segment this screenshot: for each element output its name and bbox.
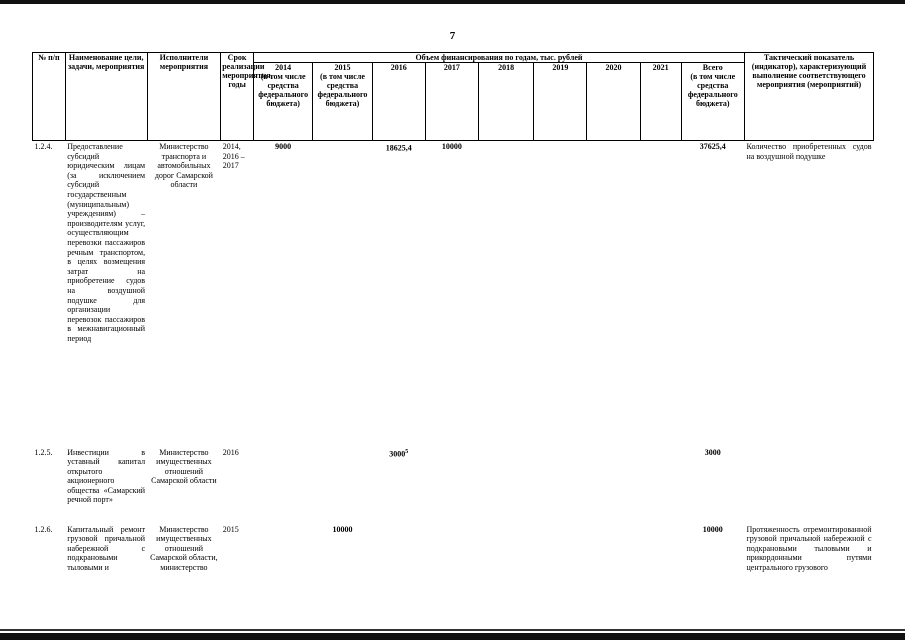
header-indicator: Тактический показатель (индикатор), характеризующий выполнение соответствующего мероприятия (мероприятий) xyxy=(745,53,874,141)
row-y2021 xyxy=(640,447,681,524)
header-year-2020: 2020 xyxy=(587,63,640,141)
header-funding: Объем финансирования по годам, тыс. рублей xyxy=(253,53,744,63)
header-year-2014: 2014 (в том числе средства федерального бюджета) xyxy=(253,63,312,141)
row-executor: Министерство имущественных отношений Самарской области xyxy=(151,447,217,486)
row-indicator: Протяженность отремонтированной грузовой причальной набережной с подкрановыми тыловыми и прикордонными путями центрального грузового xyxy=(746,524,872,572)
row-y2016: 18625,4 xyxy=(385,143,412,153)
row-y2019 xyxy=(534,524,587,604)
bottom-border xyxy=(0,633,905,640)
row-y2017 xyxy=(425,447,478,524)
header-year-2018: 2018 xyxy=(479,63,534,141)
row-term: 2015 xyxy=(222,524,239,534)
header-year-2019: 2019 xyxy=(534,63,587,141)
row-y2017 xyxy=(425,524,478,604)
row-y2015: 10000 xyxy=(332,524,353,534)
table-row xyxy=(33,524,874,604)
table-row xyxy=(33,141,874,447)
row-number: 1.2.6. xyxy=(34,524,53,534)
row-y2014 xyxy=(253,524,312,604)
row-total: 3000 xyxy=(704,447,721,457)
row-y2020 xyxy=(587,524,640,604)
row-name: Инвестиции в уставный капитал открытого акционерного общества «Самарский речной порт» xyxy=(67,447,146,505)
row-y2021 xyxy=(640,141,681,447)
header-year-2016: 2016 xyxy=(372,63,425,141)
row-indicator: Количество приобретенных судов на воздушной подушке xyxy=(746,142,872,161)
row-name: Предоставление субсидий юридическим лицам (за исключением субсидий государственным (муниципальным) учреждениям) – производителям услуг, осуществляющим перевозки пассажиров речным транспортом, в целях возмещения затрат на приобретение судов на воздушной подушке для организации перевозок пассажиров в межнавигационный период xyxy=(67,142,146,343)
row-y2016: 3000$^5$ xyxy=(389,448,409,459)
row-y2016 xyxy=(372,524,425,604)
page-number: 7 xyxy=(449,30,456,42)
top-border xyxy=(0,0,905,4)
header-total: Всего (в том числе средства федерального бюджета) xyxy=(681,63,744,141)
header-term: Срок реализации мероприятия, годы xyxy=(221,53,254,141)
row-y2015 xyxy=(313,141,372,447)
table-row xyxy=(33,447,874,524)
header-year-2021: 2021 xyxy=(640,63,681,141)
row-number: 1.2.4. xyxy=(34,142,53,151)
row-y2019 xyxy=(534,141,587,447)
row-y2020 xyxy=(587,141,640,447)
header-no: № п/п xyxy=(33,53,66,141)
row-number: 1.2.5. xyxy=(34,447,53,457)
header-year-2017: 2017 xyxy=(425,63,478,141)
row-y2021 xyxy=(640,524,681,604)
header-name: Наименование цели, задачи, мероприятия xyxy=(65,53,147,141)
header-year-2015: 2015 (в том числе средства федерального бюджета) xyxy=(313,63,372,141)
row-y2014: 9000 xyxy=(275,142,292,151)
row-y2015 xyxy=(313,447,372,524)
row-term: 2014, 2016 – 2017 xyxy=(222,142,245,171)
row-term: 2016 xyxy=(222,447,239,457)
row-y2018 xyxy=(479,524,534,604)
header-executor: Исполнители мероприятия xyxy=(147,53,221,141)
row-y2017: 10000 xyxy=(441,142,462,151)
bottom-border-thin xyxy=(0,629,905,631)
row-y2014 xyxy=(253,447,312,524)
row-total: 10000 xyxy=(702,524,723,534)
row-y2020 xyxy=(587,447,640,524)
row-total: 37625,4 xyxy=(699,142,726,151)
row-executor: Министерство имущественных отношений Самарской области, министерство xyxy=(150,524,218,572)
row-y2018 xyxy=(479,447,534,524)
row-name: Капитальный ремонт грузовой причальной набережной с подкрановыми тыловыми и xyxy=(67,524,146,572)
row-executor: Министерство транспорта и автомобильных дорог Самарской области xyxy=(154,142,213,190)
row-y2019 xyxy=(534,447,587,524)
row-y2018 xyxy=(479,141,534,447)
funding-table xyxy=(32,52,874,604)
row-indicator xyxy=(745,447,874,524)
